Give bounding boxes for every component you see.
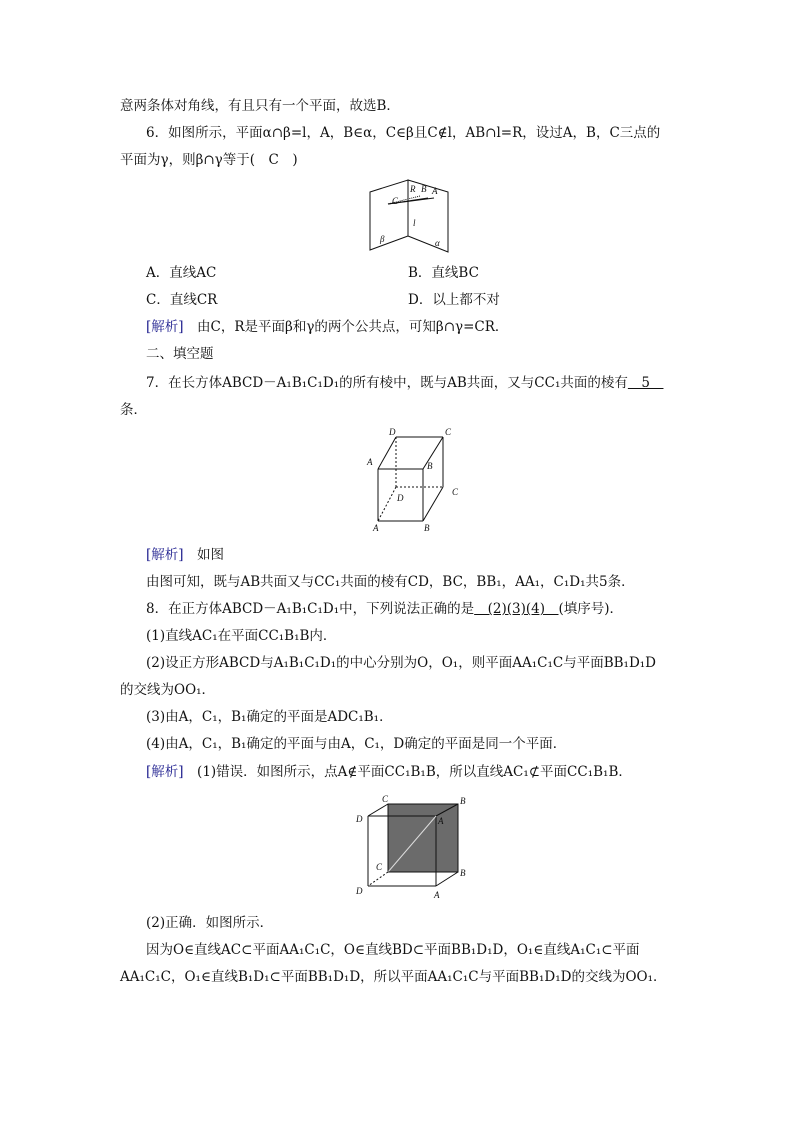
fig3-label-a: A: [438, 816, 444, 826]
question-7-cont: 条．: [120, 402, 147, 418]
fig2-label-c: C: [452, 487, 459, 497]
analysis-7-head-text: 如图: [197, 547, 225, 563]
statement-2: (2)设正方形ABCD与A₁B₁C₁D₁的中心分别为O，O₁，则平面AA₁C₁C与平面BB₁D₁D: [146, 655, 657, 671]
option-d: D．以上都不对: [408, 292, 500, 308]
analysis-7-head: [146, 545, 224, 565]
analysis-tag: [解析]: [146, 319, 184, 335]
analysis-tag: [解析]: [146, 547, 184, 563]
figure-cube-shaded: [350, 792, 470, 907]
section-heading: 二、填空题: [146, 346, 214, 362]
question-7: [146, 373, 663, 393]
text-line: 意两条体对角线，有且只有一个平面，故选B．: [120, 98, 400, 114]
statement-2-cont: 的交线为OO₁．: [120, 682, 216, 698]
fig1-label-r: R: [410, 184, 416, 194]
question-8: [146, 599, 623, 619]
fig2-label-d1: D: [389, 427, 396, 437]
fig3-label-d1: D: [356, 886, 363, 896]
fig3-label-b1: B: [460, 868, 466, 878]
fig1-label-c: C: [392, 196, 399, 206]
analysis-7: 由图可知，既与AB共面又与CC₁共面的棱有CD，BC，BB₁，AA₁，C₁D₁共5条．: [146, 574, 635, 590]
figure-cuboid: [366, 425, 466, 535]
fig2-label-c1: C: [445, 427, 452, 437]
question-7-stem: 7．在长方体ABCD－A₁B₁C₁D₁的所有棱中，既与AB共面，又与CC₁共面的棱有: [146, 375, 628, 391]
fig3-label-b: B: [460, 796, 466, 806]
analysis-8-part-3-cont: AA₁C₁C，O₁∈直线B₁D₁⊂平面BB₁D₁D，所以平面AA₁C₁C与平面BB₁D₁D的交线为OO₁．: [120, 969, 667, 985]
question-6-stem: 6．如图所示，平面α∩β=l，A，B∈α，C∈β且C∉l，AB∩l=R，设过A，B，C三点的: [146, 125, 661, 141]
fig1-label-b: B: [421, 184, 427, 194]
analysis-6: [146, 317, 508, 337]
statement-4: (4)由A，C₁，B₁确定的平面与由A，C₁，D确定的平面是同一个平面．: [146, 736, 567, 752]
fig1-label-alpha: α: [435, 238, 440, 248]
fig2-label-d: D: [397, 493, 404, 503]
analysis-tag: [解析]: [146, 764, 184, 780]
statement-3: (3)由A，C₁，B₁确定的平面是ADC₁B₁．: [146, 709, 393, 725]
question-6-stem-cont: 平面为γ，则β∩γ等于( C ): [120, 152, 298, 168]
question-8-note: (填序号)．: [558, 601, 624, 617]
fig2-label-b: B: [424, 523, 430, 533]
analysis-8: [146, 762, 632, 782]
figure-two-planes: [370, 178, 450, 258]
fig3-label-a1: A: [434, 890, 440, 900]
option-b: B．直线BC: [408, 265, 479, 281]
fig2-label-a1: A: [367, 457, 373, 467]
statement-1: (1)直线AC₁在平面CC₁B₁B内．: [146, 628, 337, 644]
fig3-label-d: D: [356, 814, 363, 824]
fig2-label-a: A: [373, 523, 379, 533]
fig1-label-beta: β: [380, 234, 385, 244]
analysis-8-text: (1)错误．如图所示，点A∉平面CC₁B₁B，所以直线AC₁⊄平面CC₁B₁B．: [197, 764, 632, 780]
analysis-8-part-2: (2)正确．如图所示．: [146, 915, 274, 931]
analysis-8-part-3: 因为O∈直线AC⊂平面AA₁C₁C，O∈直线BD⊂平面BB₁D₁D，O₁∈直线A₁C₁⊂平面: [146, 942, 640, 958]
analysis-6-text: 由C，R是平面β和γ的两个公共点，可知β∩γ=CR．: [197, 319, 509, 335]
option-a: A．直线AC: [146, 265, 217, 281]
question-8-stem: 8．在正方体ABCD－A₁B₁C₁D₁中，下列说法正确的是: [146, 601, 475, 617]
question-8-answer: (2)(3)(4): [474, 601, 559, 617]
question-7-answer: 5: [627, 375, 664, 391]
option-c: C．直线CR: [146, 292, 218, 308]
fig3-label-c1: C: [376, 862, 383, 872]
fig1-label-l: l: [413, 218, 416, 228]
fig3-label-c: C: [382, 794, 389, 804]
fig1-label-a: A: [432, 186, 438, 196]
fig2-label-b1: B: [427, 461, 433, 471]
